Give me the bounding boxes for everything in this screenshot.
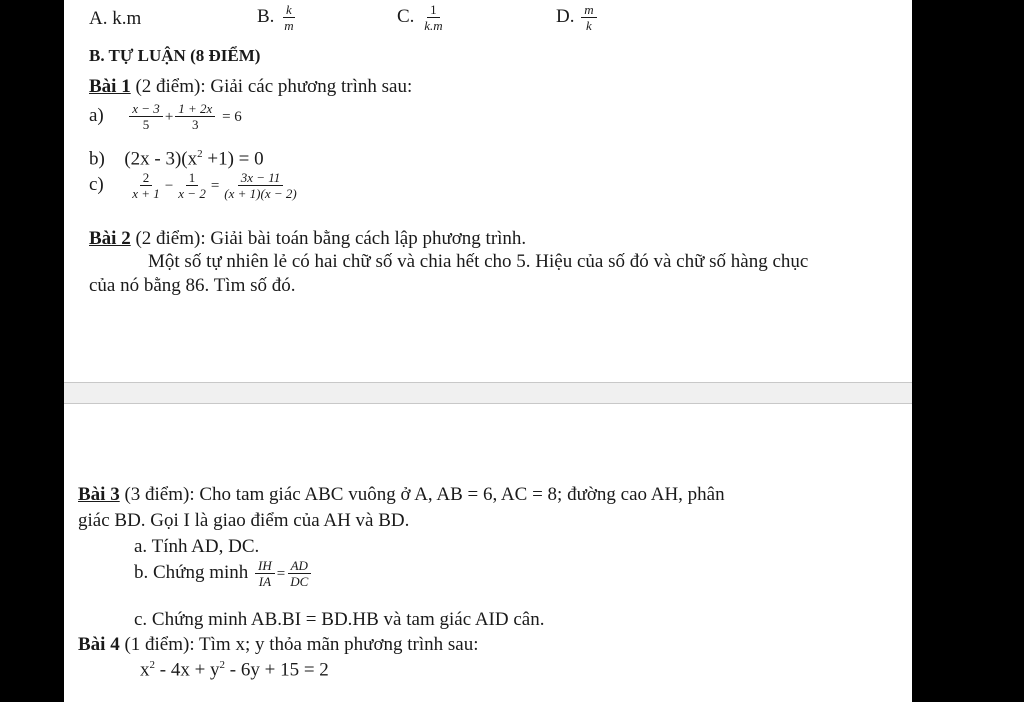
- choice-d-label: D.: [556, 5, 575, 27]
- bai1-c-frac2-num: 1: [186, 170, 199, 186]
- bai3-title: Bài 3: [78, 484, 120, 505]
- choice-d: [556, 2, 599, 33]
- bai2-line2: của nó bằng 86. Tìm số đó.: [89, 275, 296, 296]
- bai4-eq-sup1: 2: [149, 659, 155, 671]
- bai1-a-frac2-num: 1 + 2x: [175, 101, 215, 117]
- bai1-c-frac2: [175, 170, 209, 201]
- bai4-eq-part2: - 4x + y: [155, 659, 220, 681]
- bai1-b-sup: 2: [197, 148, 203, 160]
- bai1-a-rhs: = 6: [222, 108, 242, 125]
- bai3-part-a: a. Tính AD, DC.: [134, 536, 260, 557]
- bai1-part-b: [89, 148, 264, 170]
- bai1-c-eq: =: [210, 177, 220, 194]
- bai1-a-frac1-num: x − 3: [129, 101, 163, 117]
- page-break-gap: [64, 382, 912, 404]
- bai4-heading: [78, 634, 479, 656]
- bai1-c-frac3-num: 3x − 11: [238, 170, 284, 186]
- choice-b-label: B.: [257, 5, 275, 27]
- bai1-c-label: c): [89, 173, 104, 195]
- bai2-heading: [89, 228, 526, 250]
- choice-c-num: 1: [427, 2, 440, 18]
- bai1-c-frac1-num: 2: [140, 170, 153, 186]
- bai1-a-plus: +: [164, 108, 174, 125]
- choice-c: [397, 2, 448, 33]
- bai4-desc: (1 điểm): Tìm x; y thỏa mãn phương trình sau:: [119, 634, 479, 655]
- bai1-c-frac1: [129, 170, 163, 201]
- bai1-a-frac2-den: 3: [192, 117, 199, 132]
- bai1-a-frac1-den: 5: [142, 117, 150, 132]
- choice-b-num: k: [283, 2, 295, 18]
- bai1-heading: [89, 76, 412, 98]
- choice-c-label: C.: [397, 5, 415, 27]
- bai1-a-frac2: [175, 101, 215, 132]
- bai3-b-frac2-num: AD: [288, 558, 311, 574]
- bai4-eq-part3: - 6y + 15 = 2: [225, 659, 329, 681]
- bai1-b-label: b): [89, 148, 105, 170]
- choice-a-text: k.m: [112, 8, 142, 29]
- choice-d-fraction: [581, 2, 596, 33]
- choice-b: [257, 2, 299, 33]
- bai3-b-prefix: b. Chứng minh: [134, 561, 249, 583]
- bai1-desc: (2 điểm): Giải các phương trình sau:: [130, 76, 413, 97]
- section-heading: B. TỰ LUẬN (8 ĐIỂM): [89, 46, 261, 65]
- bai1-c-frac2-den: x − 2: [178, 186, 206, 201]
- bai2-line1: Một số tự nhiên lẻ có hai chữ số và chia hết cho 5. Hiệu của số đó và chữ số hàng chục: [148, 251, 809, 272]
- bai3-b-frac2-den: DC: [290, 574, 309, 589]
- bai4-eq-sup2: 2: [219, 659, 226, 671]
- bai1-part-a: [89, 101, 242, 132]
- bai3-part-c: c. Chứng minh AB.BI = BD.HB và tam giác AID cân.: [134, 609, 545, 630]
- choice-b-den: m: [284, 18, 294, 33]
- bai3-b-frac1-num: IH: [255, 558, 275, 574]
- bai3-b-frac2: [287, 558, 311, 589]
- bai1-b-rest: +1) = 0: [202, 148, 264, 170]
- bai4-eq-part1: x: [140, 659, 150, 681]
- bai1-a-frac1: [129, 101, 163, 132]
- bai3-desc2: giác BD. Gọi I là giao điểm của AH và BD.: [78, 510, 410, 531]
- bai1-b-lhs: (2x - 3)(x: [124, 148, 198, 170]
- choice-c-den: k.m: [424, 18, 443, 33]
- bai2-title: Bài 2: [89, 228, 131, 249]
- bai4-equation: [140, 659, 329, 681]
- bai3-b-frac1-den: IA: [258, 574, 272, 589]
- choice-d-num: m: [581, 2, 596, 18]
- document-page-1: [64, 0, 912, 382]
- choice-d-den: k: [586, 18, 592, 33]
- choice-b-fraction: [281, 2, 296, 33]
- bai3-b-eq: =: [276, 565, 286, 582]
- bai1-part-c: [89, 170, 302, 201]
- choice-c-fraction: [421, 2, 445, 33]
- bai3-desc1: (3 điểm): Cho tam giác ABC vuông ở A, AB = 6, AC = 8; đường cao AH, phân: [119, 484, 725, 505]
- bai1-a-label: a): [89, 104, 104, 126]
- bai1-c-frac3-den: (x + 1)(x − 2): [224, 186, 297, 201]
- choice-a: [89, 8, 141, 30]
- bai1-title: Bài 1: [89, 76, 131, 97]
- bai3-part-b: [134, 558, 313, 589]
- bai4-title: Bài 4: [78, 634, 120, 655]
- bai3-b-frac1: [255, 558, 275, 589]
- bai1-c-minus: −: [164, 177, 174, 194]
- bai1-c-frac1-den: x + 1: [132, 186, 160, 201]
- choice-a-label: A.: [89, 8, 108, 29]
- document-page-2: [64, 404, 912, 702]
- bai2-desc: (2 điểm): Giải bài toán bằng cách lập phương trình.: [130, 228, 527, 249]
- bai3-heading: [78, 484, 725, 506]
- bai1-c-frac3: [221, 170, 299, 201]
